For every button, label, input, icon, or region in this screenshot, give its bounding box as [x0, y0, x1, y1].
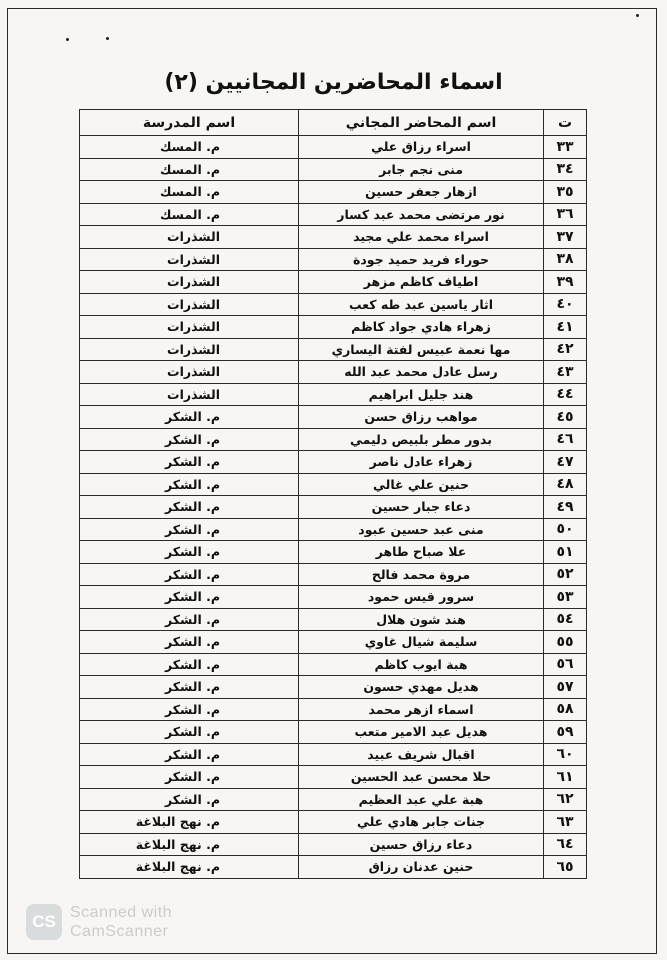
row-school: م. الشكر [80, 788, 299, 811]
table-row [80, 586, 587, 609]
row-name: زهراء هادي جواد كاظم [299, 316, 544, 339]
table-row [80, 316, 587, 339]
row-number: ٣٦ [544, 203, 587, 226]
row-number: ٥٧ [544, 676, 587, 699]
row-school: م. الشكر [80, 766, 299, 789]
row-name: هند جليل ابراهيم [299, 383, 544, 406]
table-row [80, 833, 587, 856]
row-number: ٥٨ [544, 698, 587, 721]
row-number: ٣٥ [544, 181, 587, 204]
row-number: ٤٥ [544, 406, 587, 429]
row-name: هبة علي عبد العظيم [299, 788, 544, 811]
table-row [80, 473, 587, 496]
row-school: م. المسك [80, 203, 299, 226]
camscanner-watermark [26, 902, 172, 942]
row-name: منى نجم جابر [299, 158, 544, 181]
table-row [80, 136, 587, 159]
table-row [80, 451, 587, 474]
row-number: ٣٩ [544, 271, 587, 294]
row-school: الشذرات [80, 293, 299, 316]
row-name: هبة ايوب كاظم [299, 653, 544, 676]
row-name: سرور قيس حمود [299, 586, 544, 609]
row-school: الشذرات [80, 248, 299, 271]
table-row [80, 563, 587, 586]
row-number: ٤٧ [544, 451, 587, 474]
row-school: الشذرات [80, 271, 299, 294]
row-name: هديل مهدي حسون [299, 676, 544, 699]
row-number: ٦٠ [544, 743, 587, 766]
row-school: م. الشكر [80, 496, 299, 519]
row-school: م. الشكر [80, 653, 299, 676]
row-number: ٤٤ [544, 383, 587, 406]
row-number: ٣٤ [544, 158, 587, 181]
row-number: ٦٣ [544, 811, 587, 834]
row-name: جنات جابر هادي علي [299, 811, 544, 834]
row-name: سليمة شيال غاوي [299, 631, 544, 654]
row-number: ٥٦ [544, 653, 587, 676]
row-number: ٥٩ [544, 721, 587, 744]
row-school: م. المسك [80, 158, 299, 181]
row-name: دعاء رزاق حسين [299, 833, 544, 856]
table-row [80, 541, 587, 564]
row-name: اقبال شريف عبيد [299, 743, 544, 766]
table-row [80, 383, 587, 406]
camscanner-logo-icon: CS [26, 904, 62, 940]
table-row [80, 721, 587, 744]
row-school: م. الشكر [80, 608, 299, 631]
camscanner-text [70, 903, 172, 941]
table-row [80, 293, 587, 316]
row-number: ٥٢ [544, 563, 587, 586]
table-row [80, 811, 587, 834]
table-row [80, 248, 587, 271]
row-name: اسراء محمد علي مجيد [299, 226, 544, 249]
row-number: ٤٨ [544, 473, 587, 496]
row-number: ٤١ [544, 316, 587, 339]
table-row [80, 271, 587, 294]
row-number: ٤٦ [544, 428, 587, 451]
row-school: م. الشكر [80, 586, 299, 609]
table-row [80, 743, 587, 766]
row-name: حوراء فريد حميد جودة [299, 248, 544, 271]
row-number: ٦١ [544, 766, 587, 789]
row-name: حنين علي غالي [299, 473, 544, 496]
row-name: نور مرتضى محمد عبد كسار [299, 203, 544, 226]
row-school: م. المسك [80, 136, 299, 159]
row-school: م. الشكر [80, 541, 299, 564]
row-name: بدور مطر بلبيص دليمي [299, 428, 544, 451]
speck [66, 38, 69, 41]
table-row [80, 181, 587, 204]
row-school: م. الشكر [80, 631, 299, 654]
table-row [80, 226, 587, 249]
table-row [80, 608, 587, 631]
watermark-line1: Scanned with [70, 904, 173, 921]
row-name: هديل عبد الامير متعب [299, 721, 544, 744]
row-school: الشذرات [80, 338, 299, 361]
table-row [80, 676, 587, 699]
table-row [80, 203, 587, 226]
row-number: ٤٢ [544, 338, 587, 361]
table-row [80, 698, 587, 721]
row-number: ٦٢ [544, 788, 587, 811]
row-name: رسل عادل محمد عبد الله [299, 361, 544, 384]
speck [636, 14, 639, 17]
row-name: مروة محمد فالح [299, 563, 544, 586]
row-name: ازهار جعفر حسين [299, 181, 544, 204]
header-school: اسم المدرسة [80, 110, 299, 136]
row-name: هند شون هلال [299, 608, 544, 631]
table-row [80, 338, 587, 361]
header-name: اسم المحاضر المجاني [299, 110, 544, 136]
table-row [80, 631, 587, 654]
table-row [80, 406, 587, 429]
table-row [80, 361, 587, 384]
row-school: الشذرات [80, 361, 299, 384]
watermark-line2: CamScanner [70, 923, 169, 940]
row-name: علا صباح طاهر [299, 541, 544, 564]
row-school: م. الشكر [80, 563, 299, 586]
row-school: م. الشكر [80, 743, 299, 766]
row-number: ٦٤ [544, 833, 587, 856]
row-school: الشذرات [80, 226, 299, 249]
row-name: اسراء رزاق علي [299, 136, 544, 159]
row-school: م. الشكر [80, 676, 299, 699]
row-number: ٤٣ [544, 361, 587, 384]
row-school: الشذرات [80, 316, 299, 339]
table-header-row [80, 110, 587, 136]
header-number: ت [544, 110, 587, 136]
table-row [80, 158, 587, 181]
row-number: ٥٥ [544, 631, 587, 654]
row-number: ٥٠ [544, 518, 587, 541]
row-name: زهراء عادل ناصر [299, 451, 544, 474]
row-school: م. الشكر [80, 451, 299, 474]
row-school: م. الشكر [80, 406, 299, 429]
row-number: ٤٠ [544, 293, 587, 316]
row-number: ٦٥ [544, 856, 587, 879]
row-name: اثار ياسين عبد طه كعب [299, 293, 544, 316]
row-school: م. نهج البلاغة [80, 856, 299, 879]
row-name: دعاء جبار حسين [299, 496, 544, 519]
row-school: م. الشكر [80, 473, 299, 496]
row-name: مواهب رزاق حسن [299, 406, 544, 429]
row-name: منى عبد حسين عبود [299, 518, 544, 541]
row-number: ٥٣ [544, 586, 587, 609]
row-school: الشذرات [80, 383, 299, 406]
row-number: ٣٧ [544, 226, 587, 249]
row-school: م. نهج البلاغة [80, 811, 299, 834]
row-school: م. نهج البلاغة [80, 833, 299, 856]
row-number: ٣٣ [544, 136, 587, 159]
row-name: اطياف كاظم مزهر [299, 271, 544, 294]
table-row [80, 428, 587, 451]
row-name: اسماء ازهر محمد [299, 698, 544, 721]
table-row [80, 496, 587, 519]
row-number: ٥٤ [544, 608, 587, 631]
table-row [80, 766, 587, 789]
table-row [80, 788, 587, 811]
table-row [80, 518, 587, 541]
speck [106, 37, 109, 40]
table-row [80, 653, 587, 676]
row-school: م. الشكر [80, 428, 299, 451]
row-school: م. المسك [80, 181, 299, 204]
row-number: ٣٨ [544, 248, 587, 271]
table-row [80, 856, 587, 879]
row-school: م. الشكر [80, 721, 299, 744]
lecturers-table [79, 109, 587, 879]
table-body [80, 136, 587, 879]
row-number: ٥١ [544, 541, 587, 564]
row-name: حنين عدنان رزاق [299, 856, 544, 879]
row-number: ٤٩ [544, 496, 587, 519]
row-name: مها نعمة عبيس لفتة اليساري [299, 338, 544, 361]
row-school: م. الشكر [80, 518, 299, 541]
page-title: اسماء المحاضرين المجانيين (٢) [164, 70, 503, 95]
row-name: حلا محسن عبد الحسين [299, 766, 544, 789]
row-school: م. الشكر [80, 698, 299, 721]
